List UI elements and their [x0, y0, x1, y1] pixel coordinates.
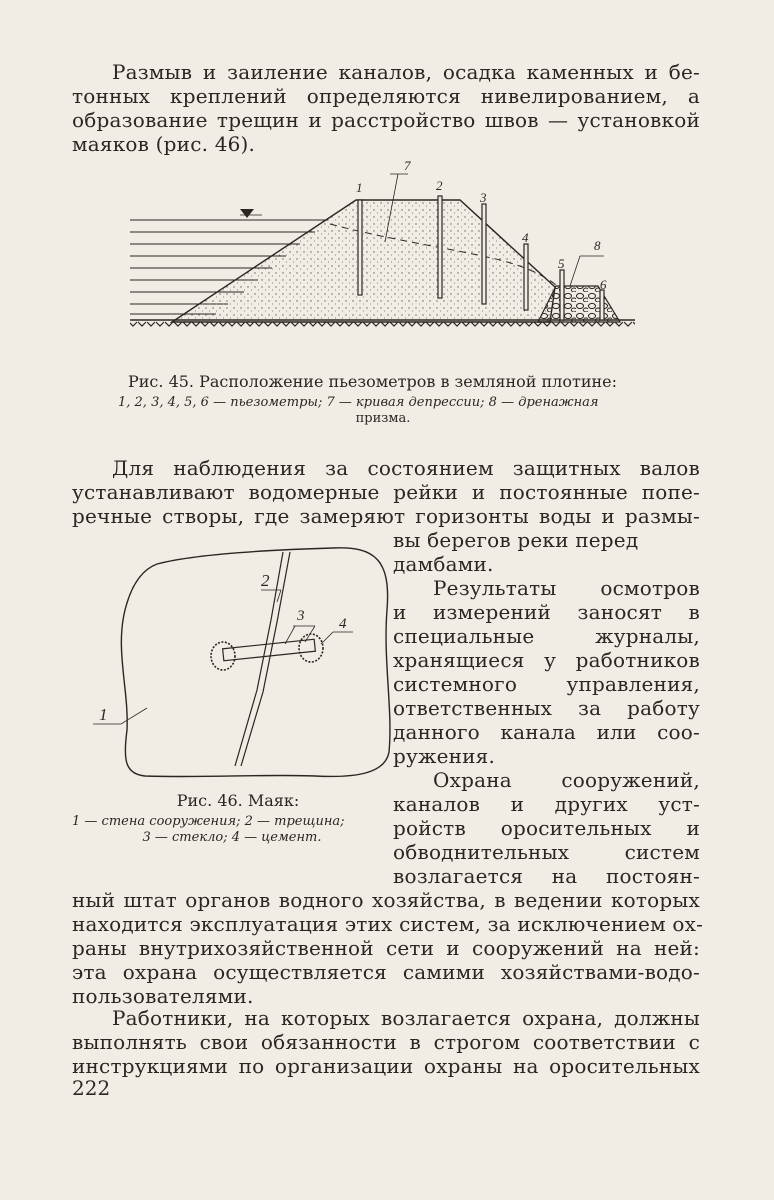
text-line: инструкциями по организации охраны на оросительных	[72, 1054, 700, 1078]
text-line: данного канала или соо-	[393, 720, 700, 744]
glass-strip	[223, 639, 316, 661]
structure-wall	[121, 548, 390, 777]
text-line: вы берегов реки перед	[393, 528, 639, 552]
label-drainage-prism: 8	[594, 238, 601, 253]
label-crack: 2	[261, 571, 270, 590]
text-line: пользователями.	[72, 984, 254, 1008]
page-number: 222	[72, 1076, 111, 1100]
text-line: Охрана сооружений,	[433, 768, 700, 792]
text-line: возлагается на постоян-	[393, 864, 700, 888]
text-line: Для наблюдения за состоянием защитных валов	[112, 456, 700, 480]
text-line: находится эксплуатация этих систем, за исключением ох-	[72, 912, 704, 936]
cement-right	[299, 634, 323, 662]
figure-45-caption-title: Рис. 45. Расположение пьезометров в земляной плотине:	[128, 372, 617, 391]
text-line: маяков (рис. 46).	[72, 132, 256, 156]
text-line: ный штат органов водного хозяйства, в ведении которых	[72, 888, 700, 912]
figure-45-dam-diagram	[120, 152, 640, 342]
text-line: образование трещин и расстройство швов — установкой	[72, 108, 700, 132]
ground-line	[130, 320, 635, 327]
text-line: каналов и других уст-	[393, 792, 700, 816]
text-line: выполнять свои обязанности в строгом соответствии с	[72, 1030, 700, 1054]
text-line: тонных креплений определяются нивелированием, а	[72, 84, 700, 108]
text-line: Работники, на которых возлагается охрана, должны	[112, 1006, 700, 1030]
text-line: Размыв и заиление каналов, осадка каменных и бе-	[112, 60, 700, 84]
text-line: устанавливают водомерные рейки и постоянные попе-	[72, 480, 700, 504]
figure-46-beacon-diagram	[85, 540, 405, 790]
dam-body	[172, 200, 555, 322]
label-piezometer-4: 4	[522, 230, 529, 245]
label-piezometer-1: 1	[356, 180, 363, 195]
water-level-marker	[240, 209, 254, 218]
label-piezometer-5: 5	[558, 256, 565, 271]
figure-46-caption-legend-end: 3 — стекло; 4 — цемент.	[142, 830, 322, 845]
text-line: Результаты осмотров	[433, 576, 700, 600]
text-line: обводнительных систем	[393, 840, 700, 864]
figure-45-caption-legend-end: призма.	[355, 411, 411, 426]
label-piezometer-6: 6	[600, 277, 607, 292]
label-cement: 4	[339, 616, 347, 632]
label-glass: 3	[297, 608, 305, 624]
text-line: системного управления,	[393, 672, 700, 696]
text-line: эта охрана осуществляется самими хозяйствами-водо-	[72, 960, 700, 984]
figure-46-caption-title: Рис. 46. Маяк:	[176, 791, 300, 810]
label-wall: 1	[99, 705, 108, 724]
label-depression-curve: 7	[404, 158, 411, 173]
text-line: раны внутрихозяйственной сети и сооружений на ней:	[72, 936, 700, 960]
label-piezometer-3: 3	[480, 190, 487, 205]
text-line: речные створы, где замеряют горизонты воды и размы-	[72, 504, 700, 528]
text-line: и измерений заносят в	[393, 600, 700, 624]
figure-45-caption-legend: 1, 2, 3, 4, 5, 6 — пьезометры; 7 — кривая депрессии; 8 — дренажная	[118, 395, 599, 410]
label-piezometer-2: 2	[436, 178, 443, 193]
text-line: специальные журналы,	[393, 624, 700, 648]
text-line: хранящиеся у работников	[393, 648, 700, 672]
figure-46-caption-legend: 1 — стена сооружения; 2 — трещина;	[72, 814, 345, 829]
text-line: ружения.	[393, 744, 496, 768]
text-line: ройств оросительных и	[393, 816, 700, 840]
text-line: дамбами.	[393, 552, 494, 576]
text-line: ответственных за работу	[393, 696, 700, 720]
